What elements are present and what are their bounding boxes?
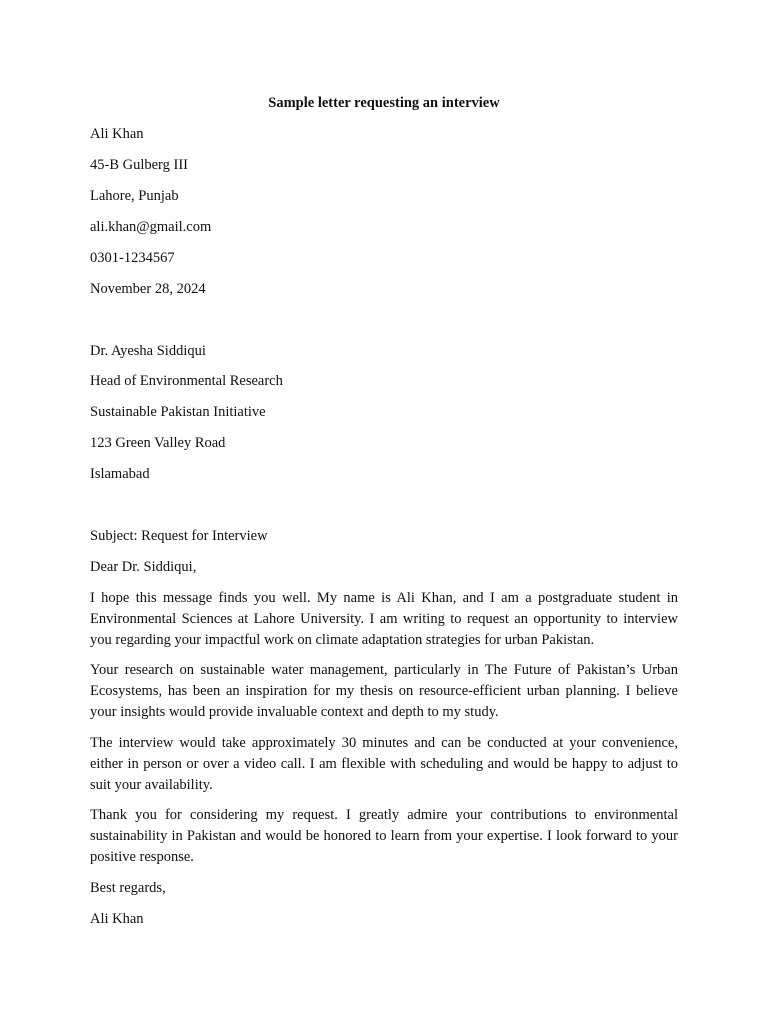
sender-address-line1: 45-B Gulberg III: [90, 157, 188, 173]
sender-email: ali.khan@gmail.com: [90, 219, 212, 235]
sender-address-line2: Lahore, Punjab: [90, 188, 179, 204]
letter-salutation: Dear Dr. Siddiqui,: [90, 559, 197, 575]
recipient-name: Dr. Ayesha Siddiqui: [90, 343, 206, 359]
letter-closing: Best regards,: [90, 880, 166, 896]
document-title: Sample letter requesting an interview: [268, 95, 500, 111]
recipient-city: Islamabad: [90, 466, 150, 482]
letter-subject: Subject: Request for Interview: [90, 528, 268, 544]
signature-name: Ali Khan: [90, 911, 144, 927]
recipient-title: Head of Environmental Research: [90, 373, 283, 389]
body-paragraph: The interview would take approximately 30 minutes and can be conducted at your convenience, either in person or over a video call. I am flexible with scheduling and would be happy to adjust to suit your availability.: [90, 735, 678, 793]
sender-name: Ali Khan: [90, 126, 144, 142]
body-paragraph: I hope this message finds you well. My name is Ali Khan, and I am a postgraduate student in Environmental Sciences at Lahore University. I am writing to request an opportunity to interview you regarding your impactful work on climate adaptation strategies for urban Pakistan.: [90, 590, 678, 648]
recipient-address-line1: 123 Green Valley Road: [90, 435, 226, 451]
body-paragraph: Thank you for considering my request. I greatly admire your contributions to environmental sustainability in Pakistan and would be honored to learn from your expertise. I look forward to your positive response.: [90, 807, 678, 865]
letter-date: November 28, 2024: [90, 281, 206, 297]
sender-phone: 0301-1234567: [90, 250, 175, 266]
recipient-organization: Sustainable Pakistan Initiative: [90, 404, 266, 420]
body-paragraph: Your research on sustainable water management, particularly in The Future of Pakistan’s Urban Ecosystems, has been an inspiration for my thesis on resource-efficient urban planning. I believe your insights would provide invaluable context and depth to my study.: [90, 662, 678, 720]
